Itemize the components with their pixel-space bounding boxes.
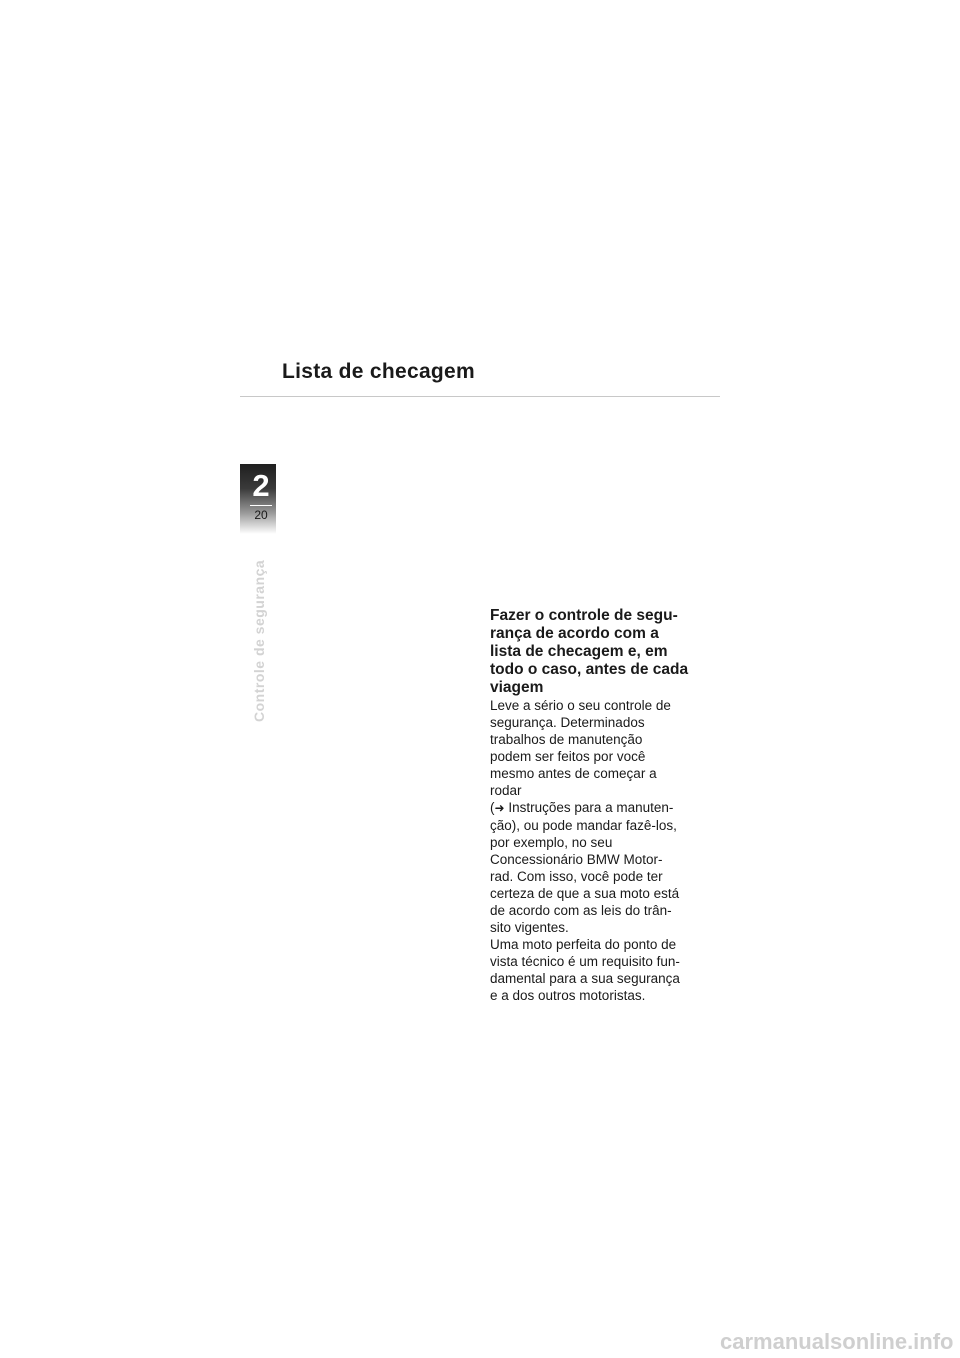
section-body [490,697,705,1004]
chapter-number: 2 [252,468,270,503]
page-number: 20 [254,508,268,522]
body-line: rodar [490,783,522,798]
body-line: rad. Com isso, você pode ter [490,869,663,884]
ref-paren: ( [490,800,495,815]
chapter-divider [250,505,272,506]
body-line: sito vigentes. [490,920,569,935]
body-line: podem ser feitos por você [490,749,646,764]
heading-line: viagem [490,679,544,696]
body-line: Leve a sério o seu controle de [490,698,671,713]
cross-reference [490,799,705,817]
heading-line: Fazer o controle de segu- [490,607,678,624]
section-content [490,607,705,1004]
body-line: Uma moto perfeita do ponto de [490,937,677,952]
heading-line: rança de acordo com a [490,625,659,642]
chapter-side-label: Controle de segurança [251,559,267,722]
body-line: trabalhos de manutenção [490,732,643,747]
body-line: e a dos outros motoristas. [490,988,646,1003]
page-title: Lista de checagem [282,360,476,383]
body-line: Concessionário BMW Motor- [490,852,663,867]
body-line: mesmo antes de começar a [490,766,657,781]
body-line: vista técnico é um requisito fun- [490,954,680,969]
site-watermark: carmanualsonline.info [720,1329,954,1354]
body-line: ção), ou pode mandar fazê-los, [490,818,677,833]
heading-line: lista de checagem e, em [490,643,668,660]
section-heading [490,607,705,697]
body-line: damental para a sua segurança [490,971,680,986]
chapter-tab [240,464,276,534]
heading-line: todo o caso, antes de cada [490,661,689,678]
body-line: por exemplo, no seu [490,835,613,850]
body-line: certeza de que a sua moto está [490,886,680,901]
title-divider [240,396,720,397]
body-line: segurança. Determinados [490,715,645,730]
arrow-right-icon: ➜ [494,801,505,815]
body-line: de acordo com as leis do trân- [490,903,672,918]
ref-text: Instruções para a manuten- [504,800,674,815]
